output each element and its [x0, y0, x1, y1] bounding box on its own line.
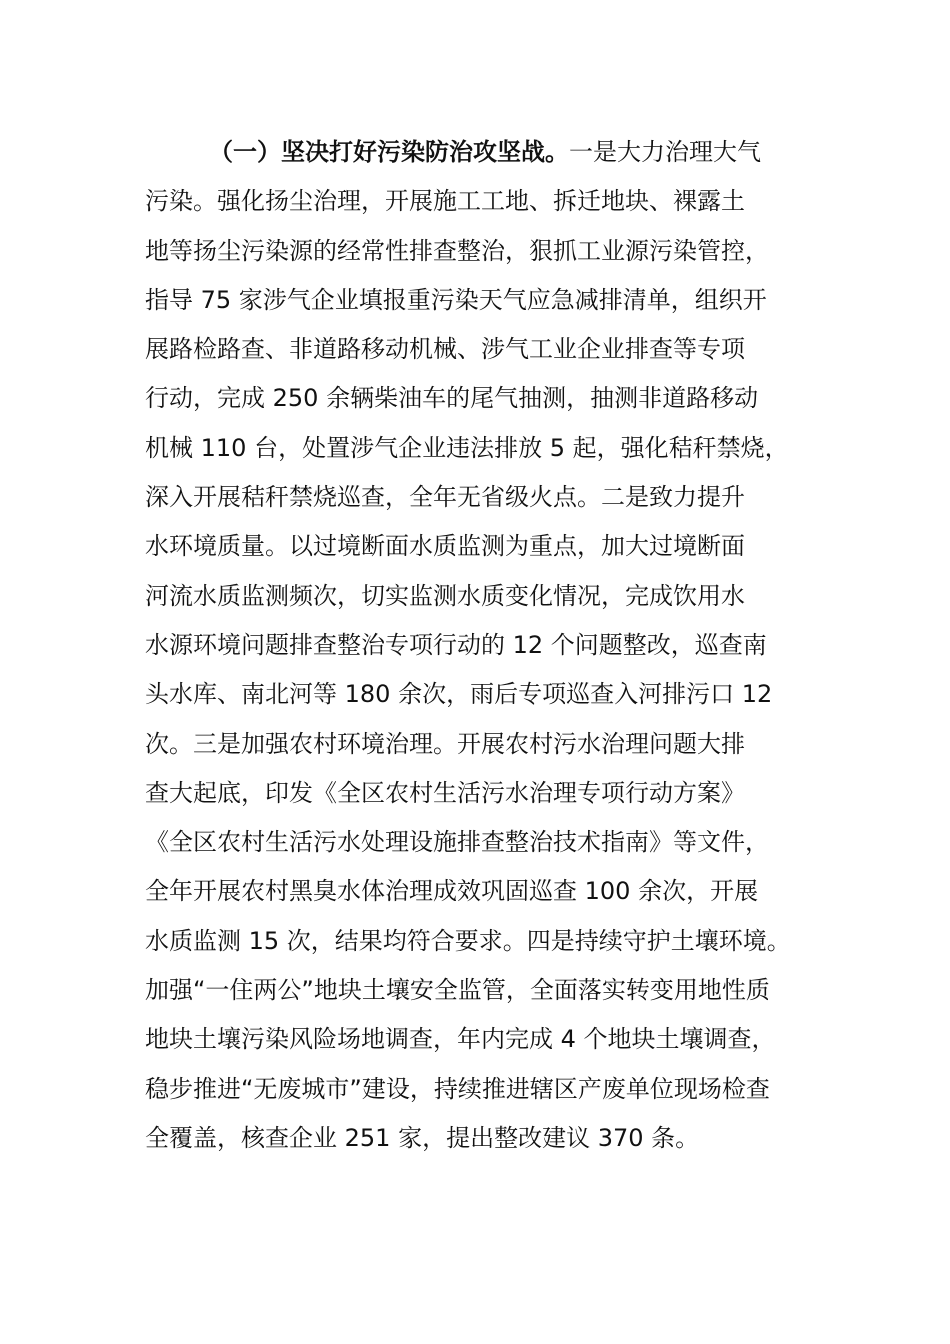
paragraph-line-9: 水环境质量。以过境断面水质监测为重点，加大过境断面 — [145, 532, 745, 561]
paragraph-line-21: 全覆盖，核查企业 251 家，提出整改建议 370 条。 — [145, 1123, 700, 1152]
paragraph-line-7: 机械 110 台，处置涉气企业违法排放 5 起，强化秸秆禁烧， — [145, 433, 789, 462]
body-paragraph — [145, 128, 825, 1163]
paragraph-line-19: 地块土壤污染风险场地调查，年内完成 4 个地块土壤调查， — [145, 1025, 776, 1054]
paragraph-line-3: 地等扬尘污染源的经常性排查整治，狠抓工业源污染管控， — [145, 236, 769, 265]
paragraph-line-12: 头水库、南北河等 180 余次，雨后专项巡查入河排污口 12 — [145, 680, 773, 709]
paragraph-line-11: 水源环境问题排查整治专项行动的 12 个问题整改，巡查南 — [145, 630, 767, 659]
paragraph-line-17: 水质监测 15 次，结果均符合要求。四是持续守护土壤环境。 — [145, 926, 791, 955]
paragraph-line-16: 全年开展农村黑臭水体治理成效巩固巡查 100 余次，开展 — [145, 877, 759, 906]
paragraph-line-13: 次。三是加强农村环境治理。开展农村污水治理问题大排 — [145, 729, 745, 758]
paragraph-line-1 — [145, 128, 825, 177]
paragraph-line-10: 河流水质监测频次，切实监测水质变化情况，完成饮用水 — [145, 581, 745, 610]
paragraph-line-20: 稳步推进“无废城市”建设，持续推进辖区产废单位现场检查 — [145, 1074, 770, 1103]
paragraph-line-18: 加强“一住两公”地块土壤安全监管，全面落实转变用地性质 — [145, 976, 770, 1005]
paragraph-line-8: 深入开展秸秆禁烧巡查，全年无省级火点。二是致力提升 — [145, 483, 745, 512]
paragraph-text: 一是大力治理大气 — [569, 138, 761, 166]
paragraph-line-6: 行动，完成 250 余辆柴油车的尾气抽测，抽测非道路移动 — [145, 384, 759, 413]
paragraph-line-5: 展路检路查、非道路移动机械、涉气工业企业排查等专项 — [145, 335, 745, 364]
section-heading: （一）坚决打好污染防治攻坚战。 — [209, 138, 569, 166]
paragraph-line-15: 《全区农村生活污水处理设施排查整治技术指南》等文件， — [145, 828, 769, 857]
paragraph-line-14: 查大起底，印发《全区农村生活污水治理专项行动方案》 — [145, 778, 745, 807]
paragraph-line-2: 污染。强化扬尘治理，开展施工工地、拆迁地块、裸露土 — [145, 187, 745, 216]
paragraph-line-4: 指导 75 家涉气企业填报重污染天气应急减排清单，组织开 — [145, 285, 767, 314]
